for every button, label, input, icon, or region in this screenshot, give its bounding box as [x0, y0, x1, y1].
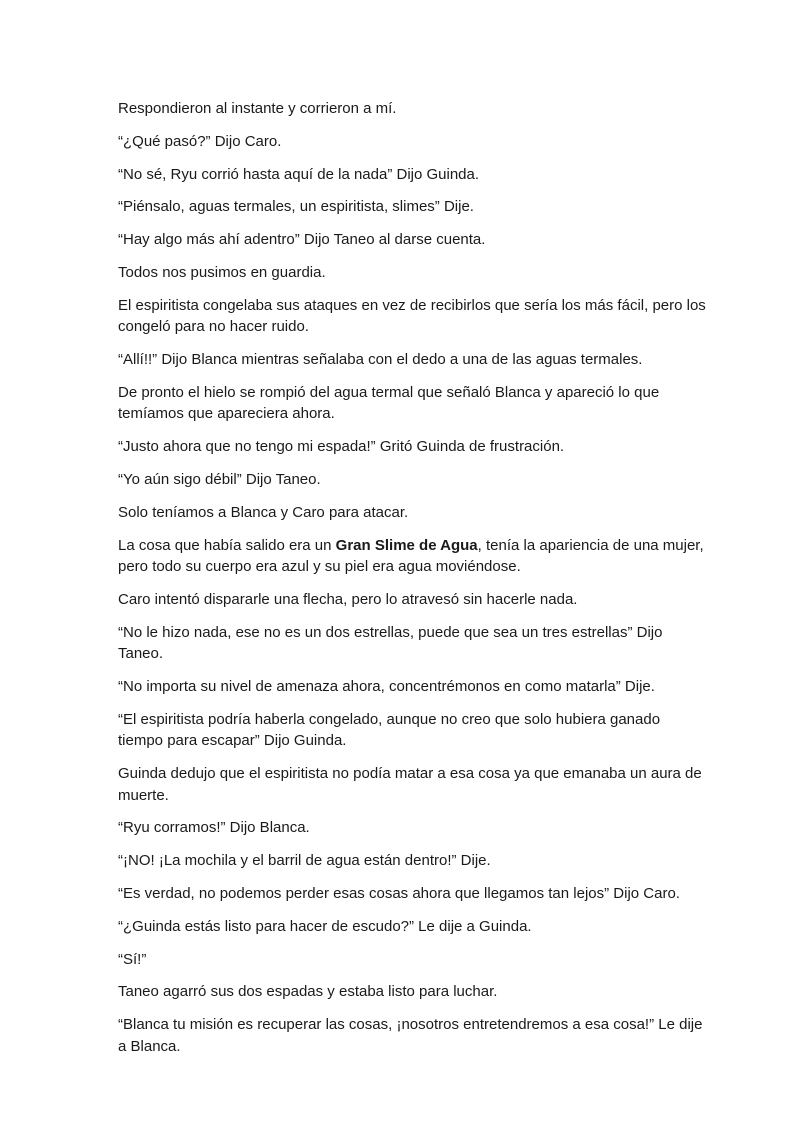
- paragraph: Respondieron al instante y corrieron a mí.: [118, 100, 397, 117]
- paragraph: “No le hizo nada, ese no es un dos estrellas, puede que sea un tres estrellas” Dijo Taneo.: [118, 623, 667, 663]
- paragraph: Solo teníamos a Blanca y Caro para atacar.: [118, 503, 409, 521]
- paragraph-text: La cosa que había salido era un: [118, 536, 336, 554]
- paragraph: “¿Qué pasó?” Dijo Caro.: [118, 132, 282, 150]
- paragraph: De pronto el hielo se rompió del agua termal que señaló Blanca y apareció lo que temíamos que apareciera ahora.: [118, 383, 664, 423]
- paragraph: “Hay algo más ahí adentro” Dijo Taneo al darse cuenta.: [118, 231, 486, 249]
- paragraph: Guinda dedujo que el espiritista no podía matar a esa cosa ya que emanaba un aura de muerte.: [118, 765, 706, 804]
- paragraph: “Justo ahora que no tengo mi espada!” Gritó Guinda de frustración.: [118, 438, 565, 456]
- paragraph: Taneo agarró sus dos espadas y estaba listo para luchar.: [118, 983, 498, 1001]
- paragraph: “Blanca tu misión es recuperar las cosas, ¡nosotros entretendremos a esa cosa!” Le dije a Blanca.: [118, 1016, 707, 1055]
- paragraph: “Ryu corramos!” Dijo Blanca.: [118, 819, 310, 837]
- paragraph-text: , tenía la apariencia de una mujer, pero todo su cuerpo era azul y su piel era agua moviéndose.: [118, 536, 708, 576]
- paragraph: “¿Guinda estás listo para hacer de escudo?” Le dije a Guinda.: [118, 917, 532, 935]
- paragraph: “Piénsalo, aguas termales, un espiritista, slimes” Dije.: [118, 198, 474, 216]
- paragraph: Todos nos pusimos en guardia.: [118, 263, 326, 281]
- paragraph: “No importa su nivel de amenaza ahora, concentrémonos en como matarla” Dije.: [118, 677, 655, 695]
- document-body: [118, 98, 708, 1068]
- bold-term: Gran Slime de Agua: [335, 536, 478, 554]
- paragraph: Caro intentó dispararle una flecha, pero lo atravesó sin hacerle nada.: [118, 590, 578, 608]
- paragraph: “¡NO! ¡La mochila y el barril de agua están dentro!” Dije.: [118, 852, 491, 870]
- paragraph: “Yo aún sigo débil” Dijo Taneo.: [118, 470, 321, 488]
- paragraph: El espiritista congelaba sus ataques en vez de recibirlos que sería los más fácil, pero los congeló para no hacer ruido.: [118, 296, 710, 336]
- paragraph: “No sé, Ryu corrió hasta aquí de la nada” Dijo Guinda.: [118, 165, 480, 183]
- paragraph: “Allí!!” Dijo Blanca mientras señalaba con el dedo a una de las aguas termales.: [118, 351, 643, 369]
- paragraph: “Sí!”: [118, 950, 147, 968]
- paragraph: [118, 535, 708, 578]
- paragraph: “El espiritista podría haberla congelado, aunque no creo que solo hubiera ganado tiempo para escapar” Dijo Guinda.: [118, 710, 665, 750]
- paragraph: “Es verdad, no podemos perder esas cosas ahora que llegamos tan lejos” Dijo Caro.: [118, 884, 680, 902]
